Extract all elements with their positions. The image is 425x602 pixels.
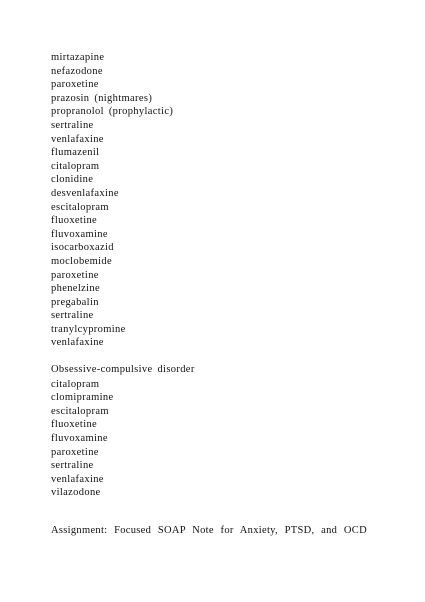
list-item: escitalopram [51, 405, 109, 417]
list-item: paroxetine [51, 269, 99, 281]
list-item: propranolol (prophylactic) [51, 106, 174, 118]
list-item: citalopram [51, 160, 100, 172]
assignment-title: Assignment: Focused SOAP Note for Anxiety, PTSD, and OCD [51, 525, 367, 536]
list-item: moclobemide [51, 255, 113, 267]
list-item: sertraline [51, 460, 94, 472]
list-item: paroxetine [51, 79, 99, 91]
medication-list-ocd [51, 378, 114, 500]
list-item: venlafaxine [51, 473, 104, 485]
list-item: desvenlafaxine [51, 187, 119, 199]
list-item: flumazenil [51, 147, 100, 159]
list-item: clonidine [51, 174, 94, 186]
list-item: phenelzine [51, 283, 100, 295]
list-item: tranylcypromine [51, 323, 126, 335]
list-item: pregabalin [51, 296, 99, 308]
list-item: prazosin (nightmares) [51, 92, 153, 104]
list-item: venlafaxine [51, 133, 104, 145]
list-item: vilazodone [51, 487, 101, 499]
list-item: paroxetine [51, 446, 99, 458]
list-item: fluvoxamine [51, 228, 108, 240]
list-item: fluoxetine [51, 215, 98, 227]
list-item: fluvoxamine [51, 432, 108, 444]
list-item: venlafaxine [51, 337, 104, 349]
list-item: citalopram [51, 378, 100, 390]
list-item: sertraline [51, 119, 94, 131]
list-item: sertraline [51, 310, 94, 322]
list-item: fluoxetine [51, 419, 98, 431]
section-heading: Obsessive-compulsive disorder [51, 364, 195, 375]
list-item: clomipramine [51, 392, 114, 404]
list-item: nefazodone [51, 65, 103, 77]
list-item: isocarboxazid [51, 242, 114, 254]
list-item: escitalopram [51, 201, 109, 213]
list-item: mirtazapine [51, 52, 105, 63]
medication-list-anxiety-ptsd [51, 51, 173, 350]
